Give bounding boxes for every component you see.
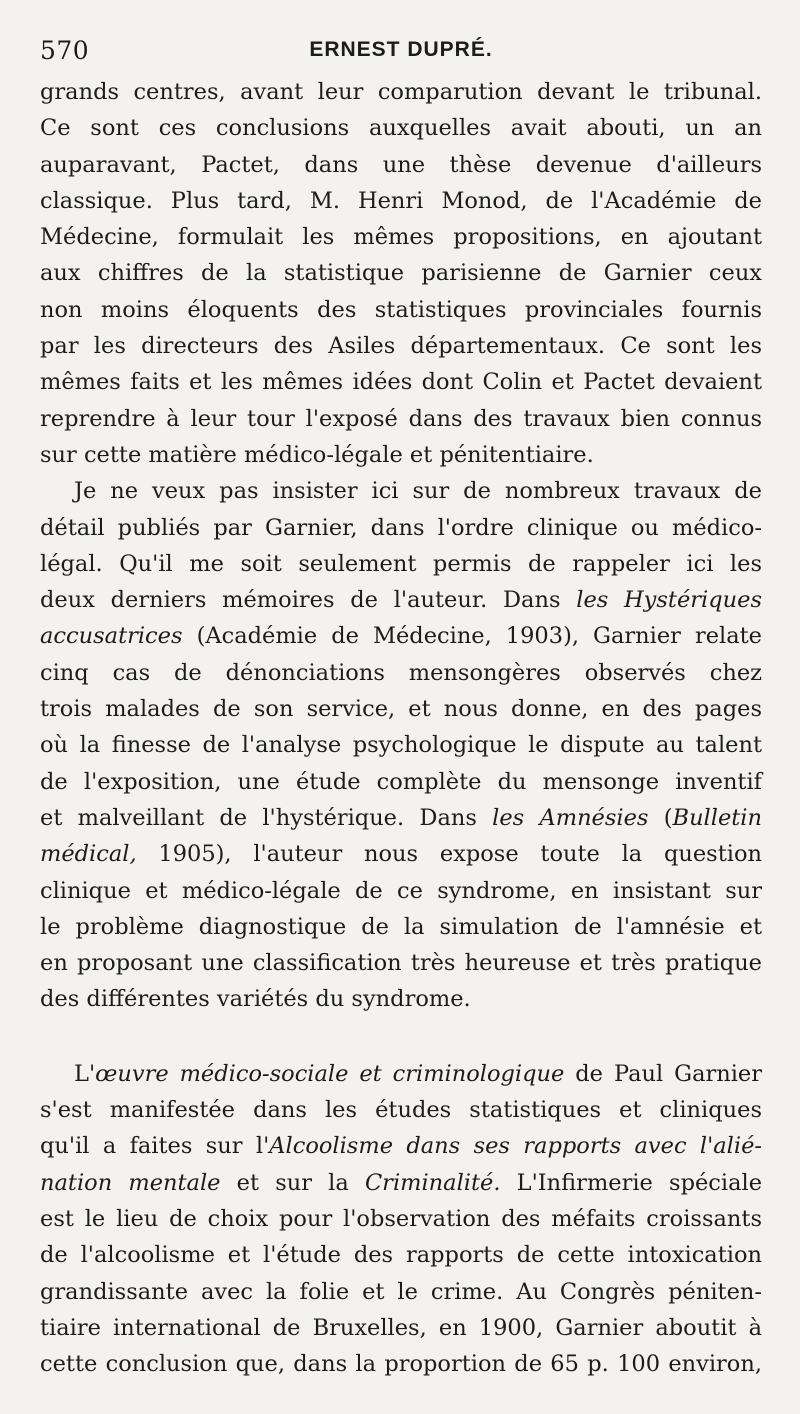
text-run: L'Infirmerie spéciale (516, 1169, 763, 1196)
text-line (40, 1165, 762, 1201)
text-line: légal. Qu'il me soit seulement permis de rappeler ici les (40, 550, 762, 577)
text-line: des différentes variétés du syndrome. (40, 986, 471, 1013)
text-line (40, 1056, 762, 1092)
text-run: qu'il a faites sur l' (40, 1133, 270, 1160)
text-line: grands centres, avant leur comparution devant le tribunal. (40, 79, 762, 105)
text-line: classique. Plus tard, M. Henri Monod, de l'Académie de (40, 187, 762, 214)
text-line: tiaire international de Bruxelles, en 1900, Garnier aboutit à (40, 1314, 762, 1341)
title-italic: œuvre médico-sociale et criminologique (95, 1060, 565, 1087)
title-italic: Alcoolisme dans ses rapports avec l'alié- (269, 1133, 762, 1160)
text-line: cinq cas de dénonciations mensongères observés chez (40, 659, 762, 686)
title-italic: nation mentale (40, 1169, 221, 1196)
text-run: (Académie de Médecine, 1903), Garnier relate (196, 623, 762, 650)
text-line: s'est manifestée dans les études statistiques et cliniques (40, 1097, 762, 1124)
title-italic: les Amnésies (492, 804, 649, 831)
text-line: de l'exposition, une étude complète du mensonge inventif (40, 768, 762, 795)
text-line: non moins éloquents des statistiques provinciales fournis (40, 296, 762, 323)
text-line: où la finesse de l'analyse psychologique le dispute au talent (40, 732, 762, 759)
text-line (40, 618, 762, 654)
text-line: Je ne veux pas insister ici sur de nombreux travaux de (74, 478, 762, 505)
page-number: 570 (40, 36, 90, 65)
text-line (40, 836, 762, 872)
text-line (40, 800, 762, 836)
page-header (40, 30, 762, 74)
text-line (40, 582, 762, 618)
text-line (40, 1128, 762, 1164)
text-line: par les directeurs des Asiles départementaux. Ce sont les (40, 333, 762, 360)
text-line: grandissante avec la folie et le crime. Au Congrès péniten- (40, 1278, 762, 1305)
text-line: cette conclusion que, dans la proportion de 65 p. 100 environ, (40, 1351, 762, 1378)
text-line: clinique et médico-légale de ce syndrome, en insistant sur (40, 877, 762, 904)
title-italic: médical, (40, 841, 137, 868)
text-line: Médecine, formulait les mêmes propositions, en ajoutant (40, 224, 762, 251)
text-run: L' (74, 1060, 96, 1087)
text-line: détail publiés par Garnier, dans l'ordre clinique ou médico- (40, 514, 762, 541)
text-line: reprendre à leur tour l'exposé dans des travaux bien connus (40, 405, 762, 432)
text-run: de Paul Garnier (575, 1060, 763, 1087)
text-run: ( (663, 804, 673, 831)
text-line: aux chiffres de la statistique parisienne de Garnier ceux (40, 260, 762, 287)
title-italic: accusatrices (40, 623, 183, 650)
text-run: deux derniers mémoires de l'auteur. Dans (40, 587, 561, 614)
text-line: de l'alcoolisme et l'étude des rapports de cette intoxication (40, 1242, 762, 1269)
text-run: et malveillant de l'hystérique. Dans (40, 804, 477, 831)
text-line: mêmes faits et les mêmes idées dont Colin et Pactet devaient (40, 369, 762, 396)
running-head: ERNEST DUPRÉ. (309, 38, 493, 61)
section-gap (40, 1018, 762, 1056)
text-line: Ce sont ces conclusions auxquelles avait abouti, un an (40, 115, 762, 142)
paragraph-2 (40, 473, 762, 1017)
text-line: en proposant une classification très heureuse et très pratique (40, 950, 762, 977)
paragraph-1 (40, 74, 762, 473)
text-line: sur cette matière médico-légale et pénitentiaire. (40, 441, 594, 468)
title-italic: Criminalité. (364, 1169, 501, 1196)
text-run: et sur la (236, 1169, 349, 1196)
title-italic: les Hystériques (576, 587, 762, 614)
text-line: le problème diagnostique de la simulation de l'amnésie et (40, 913, 762, 940)
title-italic: Bulletin (672, 804, 762, 831)
text-line: auparavant, Pactet, dans une thèse devenue d'ailleurs (40, 151, 762, 178)
text-run: 1905), l'auteur nous expose toute la question (158, 841, 762, 868)
paragraph-3 (40, 1056, 762, 1383)
text-line: est le lieu de choix pour l'observation des méfaits croissants (40, 1205, 762, 1232)
text-line: trois malades de son service, et nous donne, en des pages (40, 696, 762, 723)
